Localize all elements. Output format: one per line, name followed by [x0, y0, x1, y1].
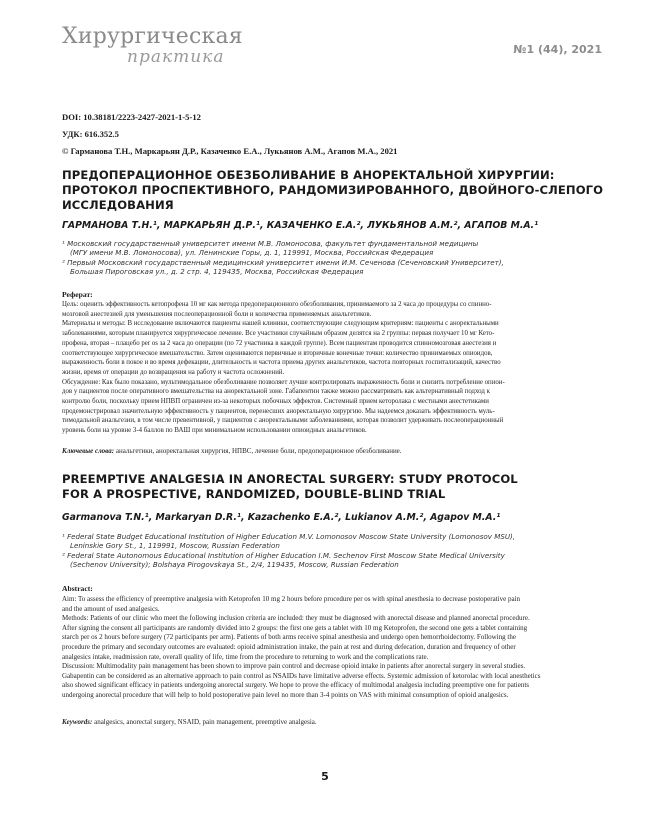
ru-abstract-line: уровень боли на уровне 3-4 баллов по ВАШ при минимальном использовании опиоидных анальгетиков. — [62, 427, 367, 435]
ru-keywords — [62, 447, 402, 455]
ru-abstract-line: профена, вторая – плацебо per os за 2 часа до операции (по 72 участника в каждой группе). Всем пациентам проводится спинномозговая анестезия и — [62, 339, 497, 347]
udk: УДК: 616.352.5 — [62, 129, 119, 139]
ru-affiliation-line: ² Первый Московский государственный медицинский университет имени И.М. Сеченова (Сеченовский Университет), — [62, 257, 504, 267]
ru-affiliations — [62, 239, 607, 277]
en-abstract-line: After signing the consent all participants are randomly divided into 2 groups: the first one gets a tablet with 10 mg Ketoprofen, the second one gets a tablet containing — [62, 623, 528, 632]
ru-abstract-line: Обсуждение: Как было показано, мультимодальное обезболивание позволяет лучше контролировать выраженность боли и снизить потребление опиои- — [62, 378, 505, 386]
en-abstract-line: Gabapentin can be considered as an alternative approach to pain control as NSAIDs have limitative adverse effects. Systemic admission of ketorolac with local anesthetics — [62, 671, 541, 680]
en-keywords — [62, 718, 317, 726]
en-title — [62, 472, 607, 502]
ru-title-line: ПРОТОКОЛ ПРОСПЕКТИВНОГО, РАНДОМИЗИРОВАННОГО, ДВОЙНОГО-СЛЕПОГО — [62, 183, 604, 197]
doi: DOI: 10.38181/2223-2427-2021-1-5-12 — [62, 112, 201, 122]
ru-abstract-line: дов у пациентов после оперативного вмешательства на аноректальной зоне. Габапентин также можно рассматривать как альтернативный подход к — [62, 388, 490, 396]
ru-abstract-line: тимодальной анальгезии, в том числе превентивной, у пациентов с аноректальными заболеваниями, которая позволит удерживать послеоперационный — [62, 417, 504, 425]
ru-abstract-line: продемонстрировал значительную эффективность у пациентов, перенесших аноректальную хирургию. Мы надеемся доказать эффективность муль- — [62, 407, 495, 415]
ru-abstract-line: заболеваниями, которым планируется хирургическое лечение. Все участники случайным образом делятся на 2 группы: первая получает 10 мг Кето- — [62, 330, 495, 338]
ru-abstract-line: выраженность боли в покое и во время дефекации, длительность и частота приема других анальгетиков, частота повторных госпитализаций, качество — [62, 359, 501, 367]
ru-affiliation-line: (МГУ имени М.В. Ломоносова), ул. Ленинские Горы, д. 1, 119991, Москва, Российская Федерация — [70, 248, 434, 258]
en-abstract-line: Discussion: Multimodality pain management has been shown to improve pain control and decrease opioid intake in patients after anorectal surgery in several studies. — [62, 662, 526, 671]
copyright: © Гарманова Т.Н., Маркарьян Д.Р., Казаченко Е.А., Лукьянов А.М., Агапов М.А., 2021 — [62, 146, 398, 156]
en-title-line: FOR A PROSPECTIVE, RANDOMIZED, DOUBLE-BLIND TRIAL — [62, 487, 446, 501]
en-affiliation-line: (Sechenov University); Bolshaya Pirogovskaya St., 2/4, 119435, Moscow, Russian Federation — [70, 560, 399, 570]
en-affiliations — [62, 532, 607, 570]
en-abstract-line: Methods: Patients of our clinic who meet the following inclusion criteria are included: they must be diagnosed with anorectal disease and planned anorectal procedure. — [62, 614, 530, 623]
en-keywords-label: Keywords: — [62, 718, 93, 726]
ru-abstract — [62, 300, 610, 436]
en-title-line: PREEMPTIVE ANALGESIA IN ANORECTAL SURGERY: STUDY PROTOCOL — [62, 472, 518, 486]
en-abstract-line: and the amount of used analgesics. — [62, 604, 160, 613]
ru-title — [62, 168, 607, 213]
en-authors: Garmanova T.N.¹, Markaryan D.R.¹, Kazachenko E.A.², Lukianov A.M.², Agapov M.A.¹ — [62, 512, 501, 523]
journal-logo-line2: практика — [127, 47, 225, 67]
en-abstract-line: undergoing anorectal procedure that will help to hold postoperative pain level no more than 3-4 points on VAS with minimal consumption of opioid analgesics. — [62, 690, 509, 699]
en-affiliation-line: ² Federal State Autonomous Educational Institution of Higher Education I.M. Sechenov First Moscow State Medical University — [62, 550, 505, 560]
ru-abstract-line: Материалы и методы: В исследование включаются пациенты нашей клиники, соответствующие следующим критериям: пациенты с аноректальными — [62, 320, 499, 328]
ru-abstract-line: контролю боли, поскольку прием НПВП ограничен из-за некоторых побочных эффектов. Системный прием кеторолака с местными анестетиками — [62, 398, 489, 406]
ru-abstract-line: Цель: оценить эффективность кетопрофена 10 мг как метода предоперационного обезболивания, принимаемого за 2 часа до процедуры со спинно- — [62, 301, 492, 308]
ru-title-line: ИССЛЕДОВАНИЯ — [62, 198, 174, 212]
en-abstract-line: Aim: To assess the efficiency of preemptive analgesia with Ketoprofen 10 mg 2 hours before procedure per os with spinal anesthesia to decrease postoperative pain — [62, 595, 520, 603]
journal-logo-line1: Хирургическая — [62, 24, 243, 49]
page-number: 5 — [321, 770, 329, 783]
ru-affiliation-line: Большая Пироговская ул., д. 2 стр. 4, 119435, Москва, Российская Федерация — [70, 267, 364, 277]
en-affiliation-line: Leninskie Gory St., 1, 119991, Moscow, Russian Federation — [70, 541, 280, 551]
ru-keywords-text: анальгетики, аноректальная хирургия, НПВС, лечение боли, предоперационное обезболивание. — [114, 447, 402, 455]
ru-keywords-label: Ключевые слова: — [62, 447, 115, 455]
en-keywords-text: analgesics, anorectal surgery, NSAID, pain management, preemptive analgesia. — [92, 718, 317, 726]
ru-title-line: ПРЕДОПЕРАЦИОННОЕ ОБЕЗБОЛИВАНИЕ В АНОРЕКТАЛЬНОЙ ХИРУРГИИ: — [62, 168, 555, 182]
ru-abstract-line: жизни, время от операции до возвращения на работу и частота осложнений. — [62, 368, 285, 376]
en-abstract — [62, 595, 610, 701]
ru-authors: ГАРМАНОВА Т.Н.¹, МАРКАРЬЯН Д.Р.¹, КАЗАЧЕНКО Е.А.², ЛУКЬЯНОВ А.М.², АГАПОВ М.А.¹ — [62, 220, 539, 231]
en-abstract-line: starch per os 2 hours before surgery (72 participants per arm). Patients of both arms receive spinal anesthesia and undergo open hemorrhoidectomy. Following the — [62, 633, 516, 642]
issue-number: №1 (44), 2021 — [513, 43, 602, 56]
ru-abstract-line: мозговой анестезией для уменьшения послеоперационной боли и количества применяемых анальгетиков. — [62, 310, 372, 318]
ru-abstract-line: соответствующее хирургическое вмешательство. Затем оцениваются первичные и вторичные конечные точки: количество принимаемых опиоидов, — [62, 349, 493, 357]
en-abstract-line: procedure the primary and secondary outcomes are evaluated: opioid administration intake, the pain at rest and during defecation, duration and frequency of other — [62, 642, 516, 651]
ru-abstract-label: Реферат: — [62, 290, 93, 299]
en-affiliation-line: ¹ Federal State Budget Educational Institution of Higher Education M.V. Lomonosov Moscow State University (Lomonosov MSU), — [62, 532, 516, 541]
ru-affiliation-line: ¹ Московский государственный университет имени М.В. Ломоносова, факультет фундаментальной медицины — [62, 239, 479, 248]
en-abstract-line: also showed significant efficacy in patients undergoing anorectal surgery. We hope to prove the efficacy of multimodal analgesia including preemptive one for patients — [62, 681, 529, 690]
en-abstract-label: Abstract: — [62, 584, 93, 593]
en-abstract-line: analgesics intake, readmission rate, overall quality of life, time from the procedure to returning to work and the complications rate. — [62, 652, 429, 661]
